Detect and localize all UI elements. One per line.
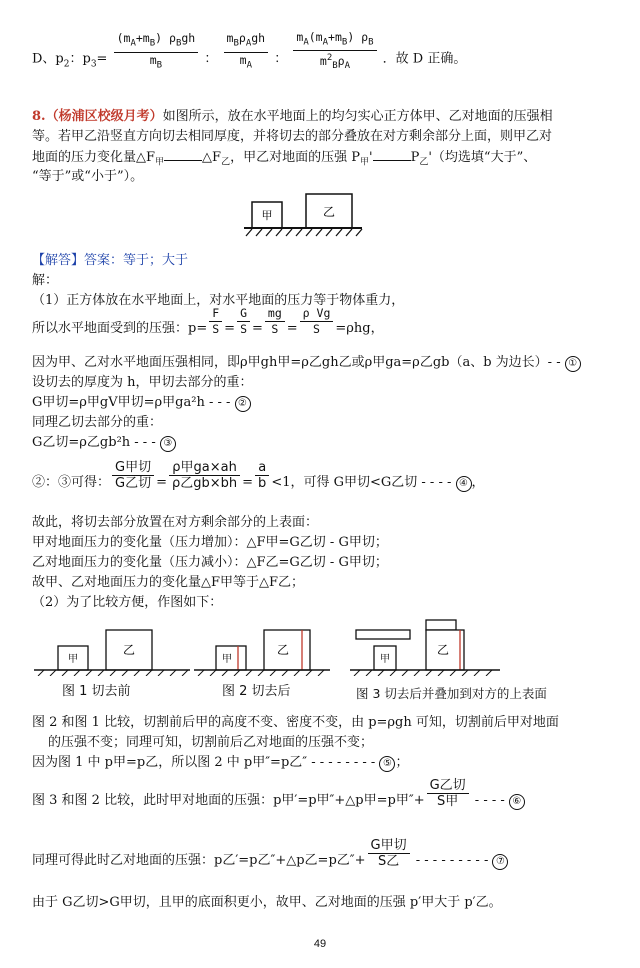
fraction-3 — [293, 30, 376, 74]
t: S乙 — [377, 854, 400, 869]
marker-6: ⑥ — [509, 794, 525, 810]
fig1-jia: 甲 — [68, 654, 78, 665]
t: 因为图 1 中 p甲=p乙，所以图 2 中 p甲″=p乙″ - - - - - - - - — [32, 755, 380, 770]
eq: = — [96, 51, 108, 67]
frac — [237, 306, 250, 337]
t: 2 — [326, 53, 333, 64]
t: 因为甲、乙对水平地面压强相同，即ρ甲gh甲=ρ乙gh乙或ρ甲ga=ρ乙gb（a、b 为边长）- - — [32, 355, 565, 370]
frac — [255, 460, 269, 491]
t: ) ρ — [155, 31, 176, 46]
t: S — [212, 322, 220, 336]
t: gh — [251, 31, 266, 46]
t: B — [332, 61, 338, 72]
t: A — [246, 60, 252, 71]
t: ρ — [238, 31, 246, 46]
t: +m — [328, 30, 342, 44]
t: 甲 — [155, 157, 165, 168]
frac — [112, 460, 154, 491]
sol-s17 — [32, 778, 525, 810]
t: 乙 — [419, 157, 429, 168]
t: ρ — [337, 54, 345, 69]
sol-s3 — [32, 354, 581, 372]
t: ②：③可得： — [32, 475, 111, 490]
t: ) ρ — [347, 30, 369, 44]
q8-line2: 等。若甲乙沿竖直方向切去相同厚度，并将切去的部分叠放在对方剩余部分上面，则甲乙对 — [32, 129, 553, 144]
fig1-caption: 图 1 切去前 — [62, 684, 131, 699]
t: <1，可得 G甲切<G乙切 - - - - — [271, 475, 456, 490]
t: 所以水平地面受到的压强：p= — [32, 321, 208, 336]
t: F — [209, 306, 222, 322]
t: 地面的压力变化量△F — [32, 150, 156, 165]
t: B — [149, 38, 156, 49]
sol-s16 — [32, 754, 408, 772]
fig2-jia: 甲 — [222, 654, 232, 665]
t: G甲切 — [368, 838, 410, 854]
ground-hatch — [246, 229, 362, 236]
t: +m — [135, 31, 150, 46]
frac — [169, 460, 240, 491]
sub: 3 — [90, 59, 97, 70]
t: G甲切 — [112, 460, 154, 476]
t: - - - - - - - - - — [411, 853, 493, 868]
frac — [300, 306, 334, 337]
t: B — [341, 37, 348, 48]
t: =ρhg， — [335, 321, 384, 336]
sol-s14: 图 2 和图 1 比较，切割前后甲的高度不变、密度不变，由 p=ρgh 可知，切割前后甲对地面 — [32, 715, 559, 730]
sep: ： — [274, 51, 288, 67]
comparison-figure — [30, 612, 610, 676]
t: A — [322, 37, 329, 48]
t: 图 3 和图 2 比较，此时甲对地面的压强：p甲′=p甲″+△p甲=p甲″+ — [32, 793, 425, 808]
t: 如图所示，放在水平地面上的均匀实心正方体甲、乙对地面的压强相 — [162, 109, 553, 124]
sol-s15: 的压强不变；同理可知，切割前后乙对地面的压强不变； — [48, 735, 374, 750]
marker-3: ③ — [160, 436, 176, 452]
q8-line1 — [32, 108, 553, 126]
t: m — [296, 30, 304, 44]
t: G乙切=ρ乙gb²h - - - — [32, 435, 160, 450]
fig2-drawing — [194, 630, 330, 676]
answer-blank-1 — [164, 148, 202, 161]
t: B — [156, 60, 163, 71]
marker-1: ① — [565, 356, 581, 372]
t: m — [239, 52, 247, 67]
t: ρ甲ga×ah — [169, 460, 240, 476]
t: B — [368, 37, 374, 48]
marker-5: ⑤ — [379, 756, 395, 772]
answer-tag: 【解答】 — [32, 253, 85, 268]
t: G — [237, 306, 250, 322]
sol-s10: 甲对地面压力的变化量（压力增加）：△F甲=G乙切 - G甲切； — [32, 535, 388, 550]
t: B — [175, 38, 182, 49]
fig3-caption: 图 3 切去后并叠加到对方的上表面 — [356, 686, 547, 701]
sol-s9: 故此，将切去部分放置在对方剩余部分的上表面： — [32, 515, 319, 530]
label-yi: 乙 — [322, 205, 336, 219]
t: G乙切 — [427, 778, 469, 794]
t: ； — [395, 755, 409, 770]
colon: ：p — [69, 51, 91, 67]
t: gh — [181, 31, 196, 46]
t: S — [313, 322, 320, 336]
t: 乙 — [221, 157, 231, 168]
marker-7: ⑦ — [492, 854, 508, 870]
fig3-jia: 甲 — [380, 654, 390, 665]
t: S甲 — [437, 794, 459, 809]
frac — [209, 306, 222, 337]
sol-s13: （2）为了比较方便，作图如下： — [32, 595, 223, 610]
fraction-1 — [114, 31, 199, 73]
t: ，甲乙对地面的压强 P — [230, 150, 360, 165]
marker-4: ④ — [456, 476, 472, 492]
t: m — [149, 52, 157, 67]
d-prefix: D、p — [32, 51, 64, 67]
sol-s4: 设切去的厚度为 h，甲切去部分的重： — [32, 375, 253, 390]
sol-s11: 乙对地面压力的变化量（压力减小）：△F乙=G乙切 - G甲切； — [32, 555, 388, 570]
sol-s12: 故甲、乙对地面压力的变化量△F甲等于△F乙； — [32, 575, 305, 590]
t: a — [255, 460, 269, 476]
sol-s1: （1）正方体放在水平地面上，对水平地面的压力等于物体重力， — [32, 293, 405, 308]
t: P — [410, 150, 420, 165]
t: G甲切=ρ甲gV甲切=ρ甲ga²h - - - — [32, 395, 235, 410]
page-number: 49 — [313, 938, 327, 950]
t: '（均选填“大于”、 — [428, 150, 537, 165]
sol-s8: ②：③可得： $\frac{\text{G甲切}}{\text{G乙切}}$ = $\frac{\text{ρ甲ga×ah}}{\text{ρ乙gb×bh}}$ = $\frac{a}{b}$ <1，可得 G甲切<G乙切 - - - - ④ ， — [32, 460, 485, 491]
t: A — [303, 37, 309, 48]
sol-s2: 所以水平地面受到的压强：p= $\frac{F}{S}$ = $\frac{G}{S}$ = $\frac{mg}{S}$ = $\frac{\text{ρ Vg}}{S}$ =ρhg， — [32, 306, 384, 336]
t: ρ乙gb×bh — [172, 476, 238, 491]
t: (m — [308, 30, 323, 44]
t: 同理可得此时乙对地面的压强：p乙′=p乙″+△p乙=p乙″+ — [32, 853, 366, 868]
question-figure — [240, 192, 400, 238]
sol-s6: 同理乙切去部分的重： — [32, 415, 163, 430]
sol-s19: 由于 G乙切>G甲切，且甲的底面积更小，故甲、乙对地面的压强 p′甲大于 p′乙。 — [32, 895, 502, 910]
frac — [265, 306, 285, 337]
t: B — [233, 38, 239, 49]
label-jia: 甲 — [261, 209, 273, 222]
sep: ： — [204, 51, 218, 67]
sol-s18 — [32, 838, 508, 870]
t: S — [240, 322, 247, 336]
answer-text: 答案：等于；大于 — [84, 253, 189, 268]
t: - - - - — [470, 793, 509, 808]
frac — [427, 778, 469, 809]
fig2-caption: 图 2 切去后 — [222, 684, 291, 699]
t: ' — [369, 150, 373, 165]
t: (m — [116, 31, 131, 46]
frac — [368, 838, 410, 869]
fraction-2 — [224, 31, 269, 73]
t: 甲 — [359, 157, 369, 168]
sub: 2 — [63, 59, 70, 70]
option-d-line — [32, 30, 467, 74]
answer-line — [32, 252, 188, 270]
sol-jie: 解： — [32, 273, 59, 288]
d-suffix: ．故 D 正确。 — [382, 51, 467, 67]
t: b — [258, 476, 267, 491]
sol-s7 — [32, 434, 176, 452]
question-number: 8. — [32, 109, 46, 124]
t: A — [245, 38, 252, 49]
t: A — [130, 38, 136, 49]
t: G乙切 — [115, 476, 152, 491]
sol-s5 — [32, 394, 251, 412]
t: ρ Vg — [300, 306, 334, 322]
fig3-drawing — [350, 620, 500, 676]
fig1-drawing — [34, 630, 190, 676]
t: ， — [471, 475, 485, 490]
question-source: （杨浦区校级月考） — [45, 109, 163, 124]
t: △F — [202, 150, 222, 165]
t: A — [344, 61, 351, 72]
fig2-yi: 乙 — [276, 643, 290, 657]
fig3-yi: 乙 — [436, 643, 450, 657]
t: m — [319, 54, 327, 69]
t: mg — [265, 306, 285, 322]
fig1-yi: 乙 — [122, 643, 136, 657]
t: m — [226, 31, 234, 46]
answer-blank-2 — [373, 148, 411, 161]
q8-line4: “等于”或“小于”）。 — [32, 169, 144, 184]
t: S — [271, 322, 279, 336]
marker-2: ② — [235, 396, 251, 412]
